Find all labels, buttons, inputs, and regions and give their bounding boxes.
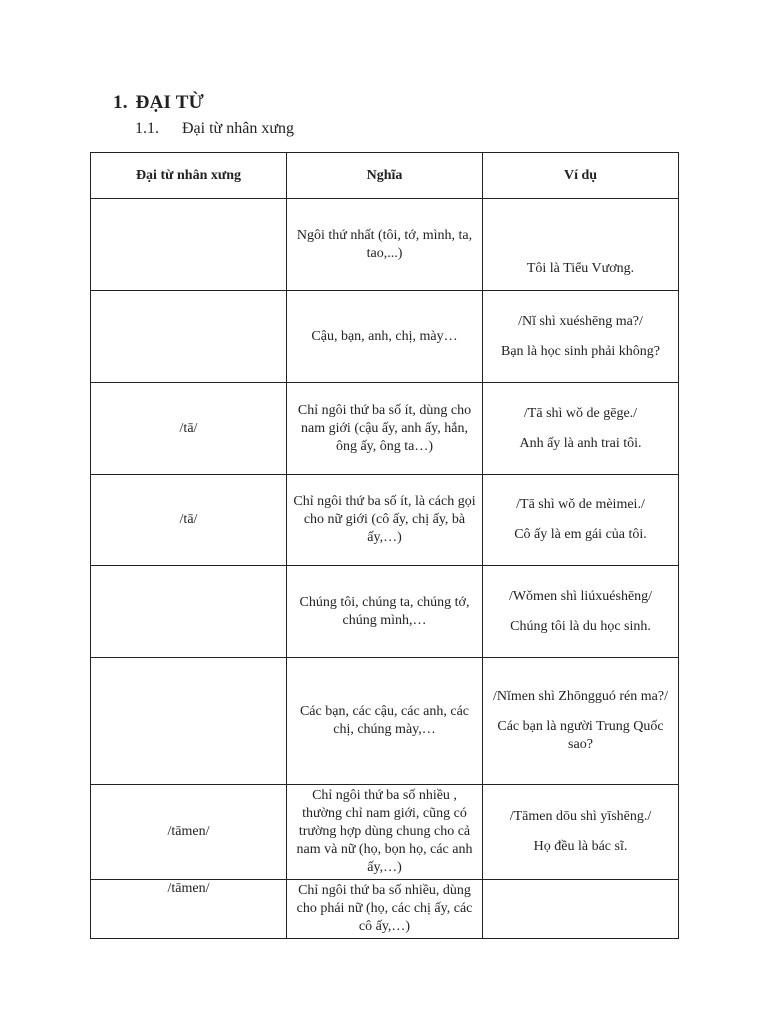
table-row xyxy=(91,785,679,880)
example-cell xyxy=(483,880,679,939)
pronoun-cell: /tā/ xyxy=(91,475,287,566)
section-number: 1. xyxy=(113,92,128,113)
subsection-heading xyxy=(135,120,294,138)
section-title: ĐẠI TỪ xyxy=(135,92,204,113)
meaning-cell: Ngôi thứ nhất (tôi, tớ, mình, ta, tao,...) xyxy=(287,199,483,291)
example-cell xyxy=(483,383,679,475)
pronoun-cell: /tāmen/ xyxy=(91,880,287,939)
pronoun-table xyxy=(90,152,679,939)
meaning-cell: Các bạn, các cậu, các anh, các chị, chúng mày,… xyxy=(287,658,483,785)
example-pinyin: /Tā shì wǒ de gēge./ xyxy=(523,405,638,421)
example-cell xyxy=(483,566,679,658)
table-row xyxy=(91,475,679,566)
table-header-row xyxy=(91,153,679,199)
pronoun-cell: /tāmen/ xyxy=(91,785,287,880)
table-row xyxy=(91,566,679,658)
example-vietnamese: Các bạn là người Trung Quốc sao? xyxy=(497,719,664,752)
example-vietnamese: Họ đều là bác sĩ. xyxy=(533,839,628,854)
meaning-cell: Chúng tôi, chúng ta, chúng tớ, chúng mình,… xyxy=(287,566,483,658)
meaning-cell: Chỉ ngôi thứ ba số nhiều, dùng cho phái nữ (họ, các chị ấy, các cô ấy,…) xyxy=(287,880,483,939)
example-cell xyxy=(483,785,679,880)
example-cell xyxy=(483,199,679,291)
table-row xyxy=(91,291,679,383)
column-header-meaning: Nghĩa xyxy=(287,153,483,199)
subsection-title: Đại từ nhân xưng xyxy=(182,120,294,137)
pronoun-cell xyxy=(91,199,287,291)
example-vietnamese: Cô ấy là em gái của tôi. xyxy=(514,527,647,542)
example-pinyin: /Nǐ shì xuéshēng ma?/ xyxy=(518,313,643,329)
table-row xyxy=(91,880,679,939)
table-row xyxy=(91,383,679,475)
pronoun-cell xyxy=(91,658,287,785)
section-heading xyxy=(113,92,204,114)
meaning-cell: Cậu, bạn, anh, chị, mày… xyxy=(287,291,483,383)
example-pinyin: /Tāmen dōu shì yīshēng./ xyxy=(509,809,652,824)
pronoun-cell xyxy=(91,291,287,383)
subsection-number: 1.1. xyxy=(135,120,159,137)
meaning-cell: Chỉ ngôi thứ ba số nhiều , thường chỉ nam giới, cũng có trường hợp dùng chung cho cả nam và nữ (họ, bọn họ, các anh ấy,…) xyxy=(287,785,483,880)
table-row xyxy=(91,199,679,291)
pronoun-cell: /tā/ xyxy=(91,383,287,475)
example-pinyin: /Wǒmen shì liúxuéshēng/ xyxy=(508,588,653,604)
example-cell xyxy=(483,475,679,566)
example-cell xyxy=(483,658,679,785)
pronoun-cell xyxy=(91,566,287,658)
table-row xyxy=(91,658,679,785)
column-header-example: Ví dụ xyxy=(483,153,679,199)
example-vietnamese: Bạn là học sinh phải không? xyxy=(500,343,661,359)
example-pinyin: /Tā shì wǒ de mèimei./ xyxy=(516,497,645,512)
example-vietnamese: Chúng tôi là du học sinh. xyxy=(510,618,651,634)
meaning-cell: Chỉ ngôi thứ ba số ít, dùng cho nam giới (cậu ấy, anh ấy, hắn, ông ấy, ông ta…) xyxy=(287,383,483,475)
example-vietnamese: Anh ấy là anh trai tôi. xyxy=(519,435,642,451)
example-cell xyxy=(483,291,679,383)
column-header-pronoun: Đại từ nhân xưng xyxy=(91,153,287,199)
example-vietnamese: Tôi là Tiểu Vương. xyxy=(526,261,635,276)
example-pinyin: /Nǐmen shì Zhōngguó rén ma?/ xyxy=(493,689,668,704)
meaning-cell: Chỉ ngôi thứ ba số ít, là cách gọi cho nữ giới (cô ấy, chị ấy, bà ấy,…) xyxy=(287,475,483,566)
